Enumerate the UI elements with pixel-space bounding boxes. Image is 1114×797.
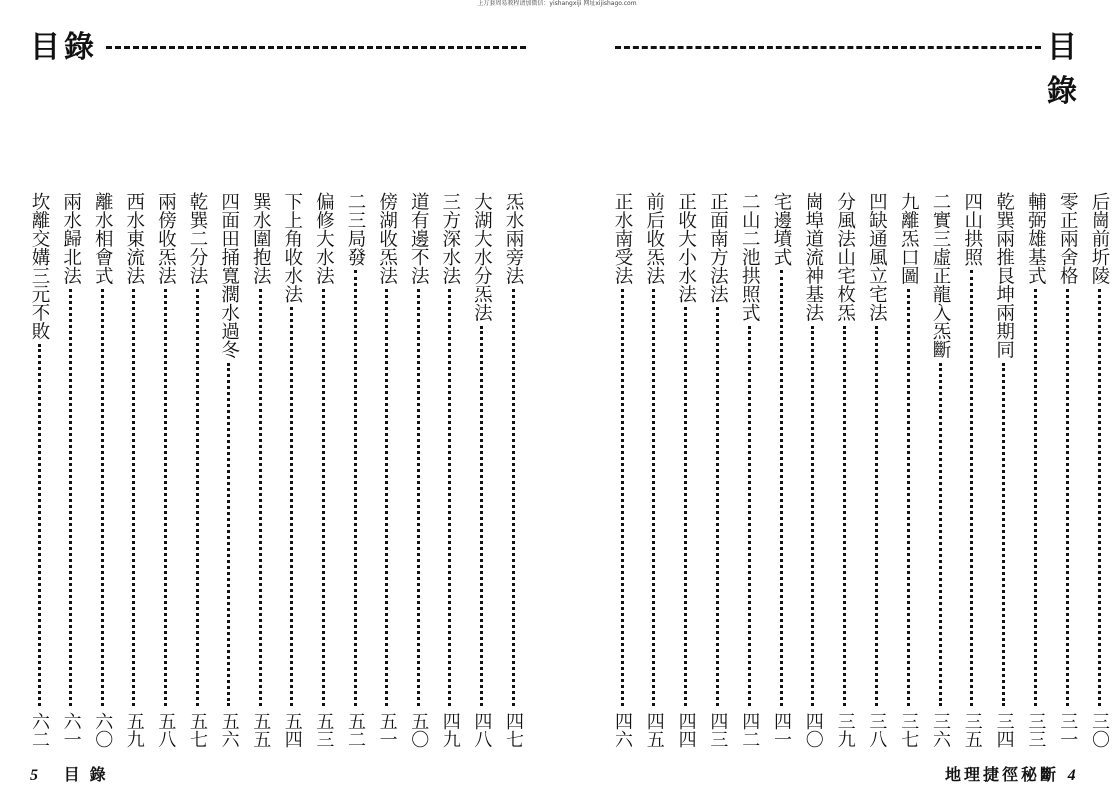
toc-page-number: 五七 (187, 712, 208, 748)
toc-entry-title: 乾巽二分法 (187, 192, 208, 285)
left-heading-rule (106, 46, 526, 49)
toc-leader-dots (132, 289, 135, 707)
toc-entry (150, 192, 180, 748)
toc-entry-title: 二三局發 (345, 192, 366, 266)
toc-leader-dots (652, 289, 655, 707)
right-footer-text: 地理捷徑秘斷 (945, 765, 1060, 784)
toc-entry (798, 192, 828, 748)
toc-entry (182, 192, 212, 748)
toc-leader-dots (1002, 363, 1005, 707)
toc-page-number: 五一 (376, 712, 398, 748)
toc-entry (498, 192, 528, 748)
toc-entry-title: 三方深水法 (439, 192, 461, 285)
toc-entry-title: 后崗前圻陵 (1089, 192, 1110, 285)
toc-leader-dots (322, 289, 325, 707)
toc-page-number: 五八 (155, 712, 177, 748)
right-page-footer (945, 762, 1079, 785)
toc-leader-dots (385, 289, 388, 707)
toc-leader-dots (259, 289, 262, 707)
toc-page-number: 三四 (993, 712, 1015, 748)
toc-entry (277, 192, 307, 748)
toc-entry (87, 192, 117, 748)
right-heading-rule (615, 46, 1041, 49)
toc-entry (214, 192, 244, 748)
toc-page-number: 三〇 (1089, 712, 1110, 748)
toc-entry-title: 巽水圍抱法 (250, 192, 272, 285)
toc-entry (734, 192, 764, 748)
toc-entry-title: 西水東流法 (123, 192, 145, 285)
toc-leader-dots (512, 289, 515, 707)
toc-entry-title: 大湖大水分炁法 (471, 192, 493, 322)
toc-leader-dots (354, 270, 357, 706)
toc-page-number: 四八 (471, 712, 493, 748)
toc-entry (24, 192, 54, 748)
toc-leader-dots (69, 289, 72, 707)
toc-entry (671, 192, 701, 748)
toc-entry (119, 192, 149, 748)
toc-page-number: 四三 (707, 712, 729, 748)
toc-entry-title: 傍湖收炁法 (376, 192, 398, 285)
toc-entry-title: 分風法山宅枚炁 (834, 192, 856, 322)
toc-entry (830, 192, 860, 748)
toc-leader-dots (748, 326, 751, 707)
toc-entry-title: 乾巽兩推艮坤兩期同 (993, 192, 1015, 359)
toc-page-number: 五〇 (408, 712, 430, 748)
toc-entry-title: 前后收炁法 (643, 192, 665, 285)
right-page (557, 0, 1114, 797)
toc-page-number: 三八 (866, 712, 888, 748)
toc-page-number: 三五 (961, 712, 983, 748)
toc-page-number: 四七 (503, 712, 524, 748)
toc-page-number: 六二 (29, 712, 50, 748)
toc-leader-dots (907, 289, 910, 707)
toc-entry (245, 192, 275, 748)
toc-entry (639, 192, 669, 748)
toc-entry (435, 192, 465, 748)
toc-page-number: 三六 (930, 712, 951, 748)
toc-entry-title: 坎離交媾三元不敗 (29, 192, 50, 340)
toc-leader-dots (1066, 289, 1069, 707)
toc-leader-dots (621, 289, 624, 707)
toc-entry-title: 離水相會式 (92, 192, 114, 285)
toc-entry (1020, 192, 1050, 748)
toc-leader-dots (38, 344, 41, 706)
toc-entry-title: 兩傍收炁法 (155, 192, 177, 285)
toc-page-number: 四五 (643, 712, 665, 748)
toc-entry (403, 192, 433, 748)
toc-leader-dots (811, 326, 814, 707)
toc-entry-title: 宅邊墳式 (771, 192, 792, 266)
toc-entry (861, 192, 891, 748)
toc-page-number: 三九 (834, 712, 856, 748)
left-footer-text: 目錄 (63, 765, 116, 784)
toc-page-number: 四〇 (802, 712, 824, 748)
toc-entry-title: 崗埠道流神基法 (802, 192, 824, 322)
toc-entry (466, 192, 496, 748)
toc-entry-title: 輔弼雄基式 (1025, 192, 1047, 285)
toc-page-number: 三三 (1025, 712, 1047, 748)
left-page-footer (30, 762, 116, 785)
toc-entry-title: 凹缺通風立宅法 (866, 192, 888, 322)
toc-entry-title: 零正兩舍格 (1057, 192, 1079, 285)
toc-entry-title: 兩水歸北法 (60, 192, 82, 285)
toc-leader-dots (196, 289, 199, 707)
toc-entry (957, 192, 987, 748)
watermark-text: 上万套周易教程请加微信：yishangxiji 网址xijishago.com (477, 0, 637, 7)
toc-entry-title: 正面南方法法 (707, 192, 729, 303)
toc-entry-title: 四山拱照 (961, 192, 983, 266)
right-page-heading: 目錄 (1047, 30, 1081, 109)
toc-entry-title: 正水南受法 (612, 192, 633, 285)
toc-leader-dots (939, 363, 942, 707)
toc-entry (1084, 192, 1114, 748)
toc-page-number: 五三 (313, 712, 335, 748)
toc-entry-title: 正收大小水法 (675, 192, 697, 303)
toc-page-number: 三七 (898, 712, 920, 748)
toc-entry-title: 九離炁口圖 (898, 192, 920, 285)
toc-page-number: 五四 (281, 712, 303, 748)
toc-leader-dots (780, 270, 783, 706)
toc-page-number: 六一 (60, 712, 82, 748)
toc-entry-title: 四面田捅寬濶水過冬 (218, 192, 240, 359)
toc-leader-dots (227, 363, 230, 707)
toc-entry (989, 192, 1019, 748)
toc-entry (893, 192, 923, 748)
toc-entry-title: 下上角收水法 (281, 192, 303, 303)
toc-entry (607, 192, 637, 748)
toc-leader-dots (480, 326, 483, 707)
toc-entry (340, 192, 370, 748)
toc-leader-dots (448, 289, 451, 707)
toc-page-number: 五六 (218, 712, 240, 748)
toc-leader-dots (417, 289, 420, 707)
toc-entry-title: 二山二池拱照式 (739, 192, 761, 322)
toc-leader-dots (843, 326, 846, 707)
toc-page-number: 四一 (771, 712, 792, 748)
toc-entry-title: 二實三虛正龍入炁斷 (930, 192, 951, 359)
toc-leader-dots (684, 307, 687, 706)
toc-entry (56, 192, 86, 748)
left-page-number: 5 (30, 767, 48, 784)
toc-entry-title: 炁水兩旁法 (503, 192, 524, 285)
toc-leader-dots (101, 289, 104, 707)
toc-entry (925, 192, 955, 748)
left-page-heading: 目錄 (30, 30, 98, 65)
toc-leader-dots (290, 307, 293, 706)
toc-page-number: 四六 (612, 712, 633, 748)
toc-entry-title: 道有邊不法 (408, 192, 430, 285)
toc-page-number: 四九 (439, 712, 461, 748)
toc-leader-dots (716, 307, 719, 706)
toc-entry (1052, 192, 1082, 748)
toc-page-number: 五五 (250, 712, 272, 748)
toc-entry-title: 偏修大水法 (313, 192, 335, 285)
toc-entry (702, 192, 732, 748)
toc-entry (372, 192, 402, 748)
toc-leader-dots (164, 289, 167, 707)
toc-page-number: 五九 (123, 712, 145, 748)
toc-leader-dots (1034, 289, 1037, 707)
toc-page-number: 三一 (1057, 712, 1079, 748)
toc-entry (308, 192, 338, 748)
toc-page-number: 五二 (345, 712, 366, 748)
toc-leader-dots (1098, 289, 1101, 707)
toc-leader-dots (875, 326, 878, 707)
toc-page-number: 六〇 (92, 712, 114, 748)
toc-page-number: 四四 (675, 712, 697, 748)
toc-leader-dots (970, 270, 973, 706)
toc-page-number: 四二 (739, 712, 761, 748)
right-page-number: 4 (1067, 767, 1079, 784)
toc-entry (766, 192, 796, 748)
